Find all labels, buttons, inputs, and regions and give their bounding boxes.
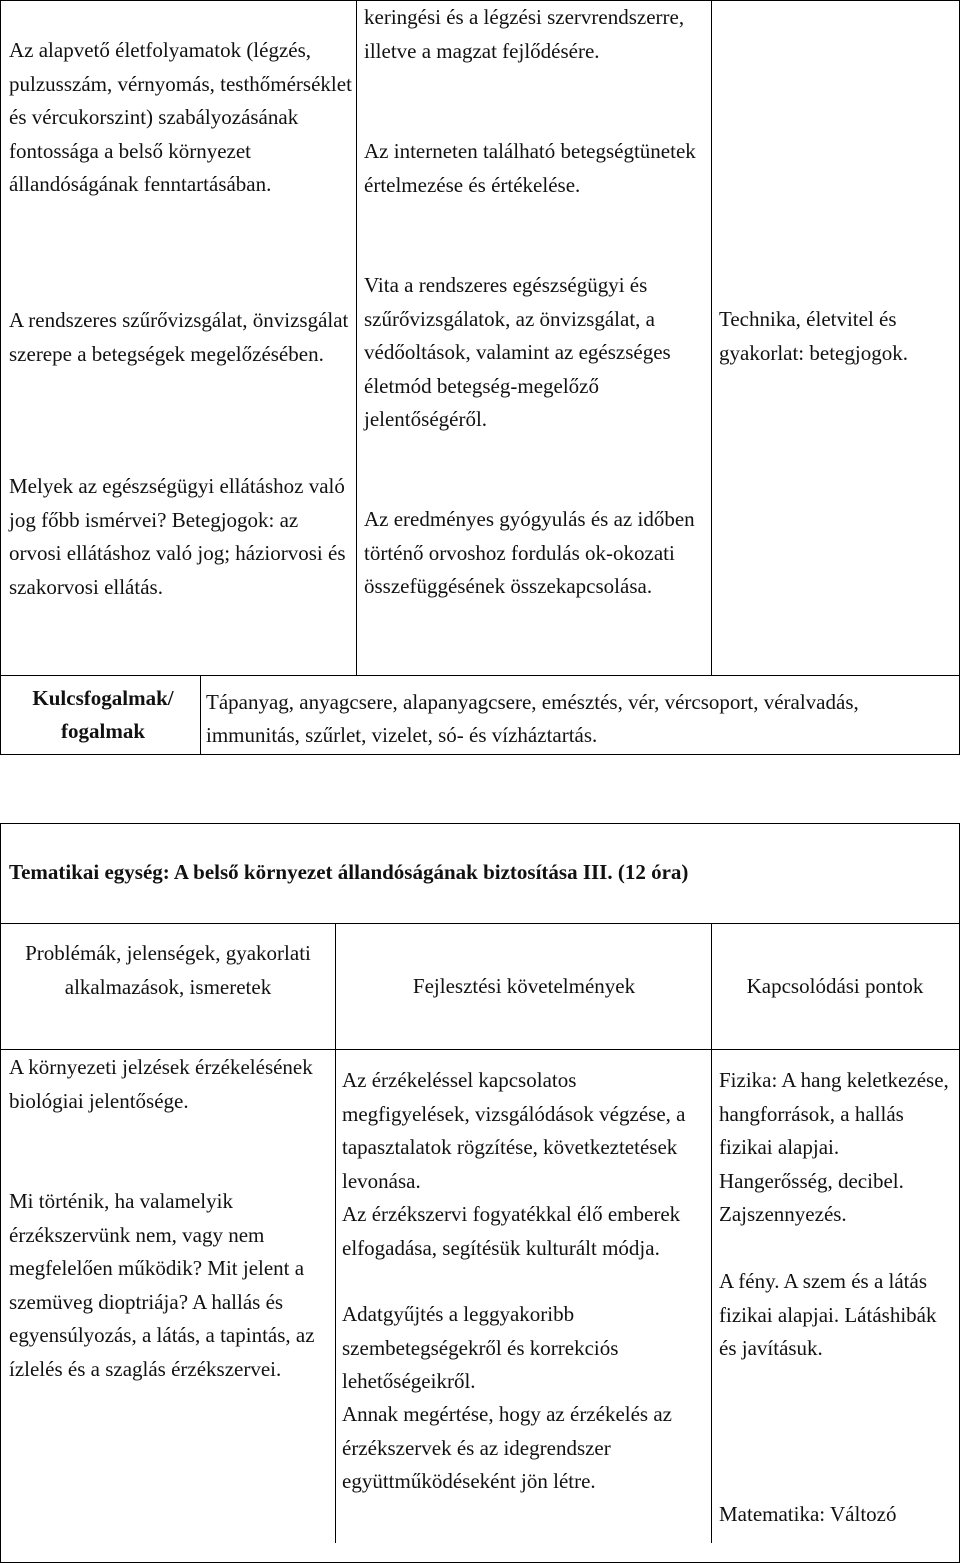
physics-light-text: A fény. A szem és a látás fizikai alapjai. Látáshibák és javításuk. — [719, 1269, 937, 1360]
screening-text: A rendszeres szűrővizsgálat, önvizsgálat szerepe a betegségek megelőzésében. — [9, 308, 349, 366]
keywords-text: Tápanyag, anyagcsere, alapanyagcsere, emésztés, vér, vércsoport, véralvadás, immunitás, szűrlet, vizelet, só- és vízháztartás. — [206, 690, 859, 747]
header-connections: Kapcsolódási pontok — [746, 974, 924, 998]
life-processes-text: Az alapvető életfolyamatok (légzés, pulzusszám, vérnyomás, testhőmérséklet és vércukorszint) szabályozásának fontossága a belső környezet állandóságának fenntartásában. — [9, 38, 352, 196]
disability-text: Az érzékszervi fogyatékkal élő emberek elfogadása, segítésük kulturált módja. — [342, 1202, 681, 1260]
keywords-label: Kulcsfogalmak/ fogalmak — [32, 686, 174, 743]
bottom-table-header-divider — [0, 1049, 960, 1050]
healing-text: Az eredményes gyógyulás és az időben történő orvoshoz fordulás ok-okozati összefüggésének összekapcsolása. — [364, 507, 695, 598]
bottom-table-divider-2 — [711, 923, 712, 1543]
patient-rights-text: Melyek az egészségügyi ellátáshoz való jog főbb ismérvei? Betegjogok: az orvosi ellátáshoz való jog; háziorvosi és szakorvosi ellátás. — [9, 474, 346, 599]
top-table-divider-2 — [711, 0, 712, 675]
signals-text: A környezeti jelzések érzékelésének biológiai jelentősége. — [9, 1055, 313, 1113]
header-requirements: Fejlesztési követelmények — [412, 974, 636, 998]
circulation-text: keringési és a légzési szervrendszerre, illetve a magzat fejlődésére. — [364, 5, 685, 63]
keywords-row-divider — [0, 675, 960, 676]
top-table-divider-1 — [356, 0, 357, 675]
unit-title: Tematikai egység: A belső környezet állandóságának biztosítása III. (12 óra) — [9, 860, 689, 884]
observation-text: Az érzékeléssel kapcsolatos megfigyelések, vizsgálódások végzése, a tapasztalatok rögzítése, következtetések levonása. — [342, 1068, 686, 1193]
senses-question-text: Mi történik, ha valamelyik érzékszervünk nem, vagy nem megfelelően működik? Mit jelent a szemüveg dioptriája? A hallás és egyensúlyozás, a látás, a tapintás, az ízlelés és a szaglás érzékszervei. — [9, 1189, 315, 1381]
keywords-divider — [200, 675, 201, 755]
technology-link-text: Technika, életvitel és gyakorlat: betegjogok. — [719, 307, 908, 365]
physics-sound-text: Fizika: A hang keletkezése, hangforrások, a hallás fizikai alapjai. Hangerősség, decibel. Zajszennyezés. — [719, 1068, 949, 1226]
perception-text: Annak megértése, hogy az érzékelés az érzékszervek és az idegrendszer együttműködéseként jön létre. — [342, 1402, 672, 1493]
bottom-table-divider-1 — [335, 923, 336, 1543]
eye-disease-text: Adatgyűjtés a leggyakoribb szembetegségekről és korrekciós lehetőségeikről. — [342, 1302, 619, 1393]
math-link-text: Matematika: Változó — [719, 1502, 897, 1526]
screening-debate-text: Vita a rendszeres egészségügyi és szűrővizsgálatok, az önvizsgálat, a védőoltások, valamint az egészséges életmód betegség-megelőző jelentőségéről. — [364, 273, 671, 431]
header-problems: Problémák, jelenségek, gyakorlati alkalmazások, ismeretek — [25, 941, 311, 999]
internet-symptoms-text: Az interneten található betegségtünetek értelmezése és értékelése. — [364, 139, 696, 197]
